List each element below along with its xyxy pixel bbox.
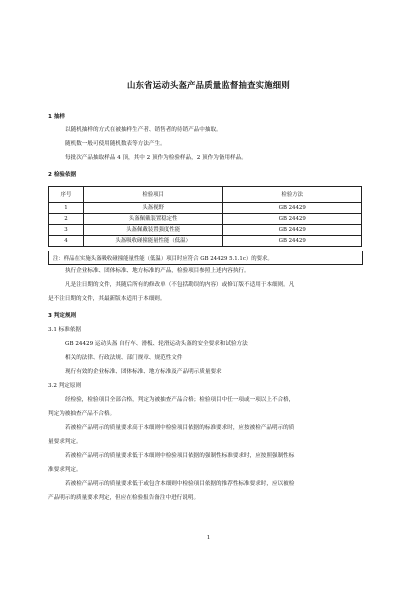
rule-a-line-2: 判定为被抽查产品不合格。: [48, 411, 116, 417]
rule-b-line-2: 量要求判定。: [48, 439, 82, 445]
section-3-2-heading: 3.2 判定原则: [48, 383, 82, 389]
standard-item-1: GB 24429 运动头盔 自行车、滑板、轮滑运动头盔的安全要求和试验方法: [65, 341, 248, 347]
rule-c-line-1: 若被检产品明示的质量要求低于本细则中检验项目依据的强制性标准要求时，应按照强制性标: [65, 453, 295, 459]
section-2-heading: 2 检验依据: [48, 172, 77, 178]
table-cell: 头盔吸收碰撞能量性能（低温）: [83, 236, 223, 247]
section-1-paragraph-2: 随机数一般可使用随机数表等方法产生。: [65, 141, 166, 147]
rule-a-line-1: 经检验，检验项目全部合格，判定为被抽查产品合格；检验项目中任一项或一项以上不合格，: [65, 397, 295, 403]
table-row: [49, 236, 362, 247]
section-3-1-heading: 3.1 标准依据: [48, 327, 82, 333]
page-number: 1: [206, 535, 211, 541]
section-3-heading: 3 判定规则: [48, 313, 77, 319]
rule-b-line-1: 若被检产品明示的质量要求高于本细则中检验项目依据的标准要求时，应按被检产品明示的质: [65, 425, 295, 431]
section-2-paragraph-2b: 是不注日期的文件，其最新版本适用于本细则。: [48, 296, 166, 302]
table-header-cell: 序号: [49, 187, 84, 203]
table-header-cell: 检验项目: [83, 187, 223, 203]
table-cell: 1: [49, 203, 84, 214]
table-row: [49, 214, 362, 225]
table-header-row: [49, 187, 362, 203]
rule-d-line-1: 若被检产品明示的质量要求低于或包含本细则中检验项目依据的推荐性标准要求时，应以被检: [65, 481, 295, 487]
table-cell: GB 24429: [223, 214, 362, 225]
standard-item-2: 相关的法律、行政法规、部门规章、规范性文件: [65, 355, 183, 361]
section-1-paragraph-3: 每批次产品抽取样品 4 顶，其中 2 顶作为检验样品，2 顶作为备用样品。: [65, 155, 247, 161]
rule-c-line-2: 准要求判定。: [48, 467, 82, 473]
table-row: [49, 225, 362, 236]
table-cell: 4: [49, 236, 84, 247]
table-cell: 头盔佩戴装置稳定性: [83, 214, 223, 225]
inspection-table: [48, 186, 362, 247]
section-2-paragraph-2a: 凡是注日期的文件，其随后所有的修改单（不包括勘误的内容）或修订版不适用于本细则。凡: [65, 282, 295, 288]
table-cell: GB 24429: [223, 225, 362, 236]
section-1-heading: 1 抽样: [48, 114, 66, 120]
table-cell: 头盔视野: [83, 203, 223, 214]
table-cell: 2: [49, 214, 84, 225]
table-cell: 头盔佩戴装置强度性能: [83, 225, 223, 236]
section-1-paragraph-1: 以随机抽样的方式在被抽样生产者、销售者的待销产品中抽取。: [65, 127, 222, 133]
table-note: [48, 251, 363, 265]
standard-item-3: 现行有效的企业标准、团体标准、地方标准及产品明示质量要求: [65, 369, 222, 375]
table-cell: GB 24429: [223, 203, 362, 214]
document-title: 山东省运动头盔产品质量监督抽查实施细则: [127, 80, 290, 90]
table-header-cell: 检验方法: [223, 187, 362, 203]
table-cell: GB 24429: [223, 236, 362, 247]
table-cell: 3: [49, 225, 84, 236]
rule-d-line-2: 产品明示的质量要求判定，但应在检验报告备注中进行说明。: [48, 495, 200, 501]
section-2-paragraph-1: 执行企业标准、团体标准、地方标准的产品，检验项目参照上述内容执行。: [65, 268, 250, 274]
table-note-text: 注：样品在实施头盔吸收碰撞能量性能（低温）项目时应符合 GB 24429 5.1.1c）的要求。: [53, 256, 273, 262]
table-row: [49, 203, 362, 214]
